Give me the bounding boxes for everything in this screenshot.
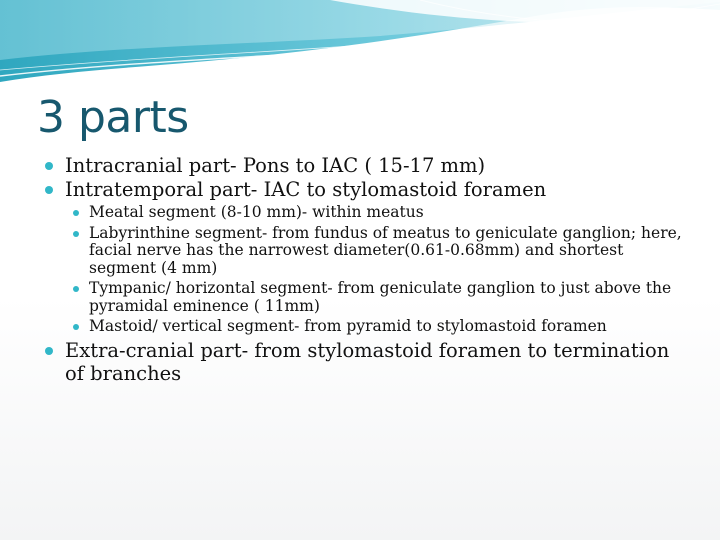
sub-bullet-item: Mastoid/ vertical segment- from pyramid to stylomastoid foramen [73, 318, 685, 336]
header-wave-decoration [0, 0, 720, 90]
bullet-item: Extra-cranial part- from stylomastoid foramen to termination of branches [45, 339, 685, 385]
sub-bullet-list [65, 204, 685, 336]
bullet-list [45, 154, 685, 385]
bullet-text: Intratemporal part- IAC to stylomastoid foramen [65, 178, 547, 201]
bullet-item: Intracranial part- Pons to IAC ( 15-17 mm) [45, 154, 685, 177]
sub-bullet-item: Tympanic/ horizontal segment- from geniculate ganglion to just above the pyramidal eminence ( 11mm) [73, 280, 685, 315]
bullet-item [45, 178, 685, 336]
sub-bullet-item: Labyrinthine segment- from fundus of meatus to geniculate ganglion; here, facial nerve has the narrowest diameter(0.61-0.68mm) and shortest segment (4 mm) [73, 225, 685, 278]
slide-content [45, 154, 685, 386]
slide-title: 3 parts [37, 92, 189, 143]
sub-bullet-item: Meatal segment (8-10 mm)- within meatus [73, 204, 685, 222]
